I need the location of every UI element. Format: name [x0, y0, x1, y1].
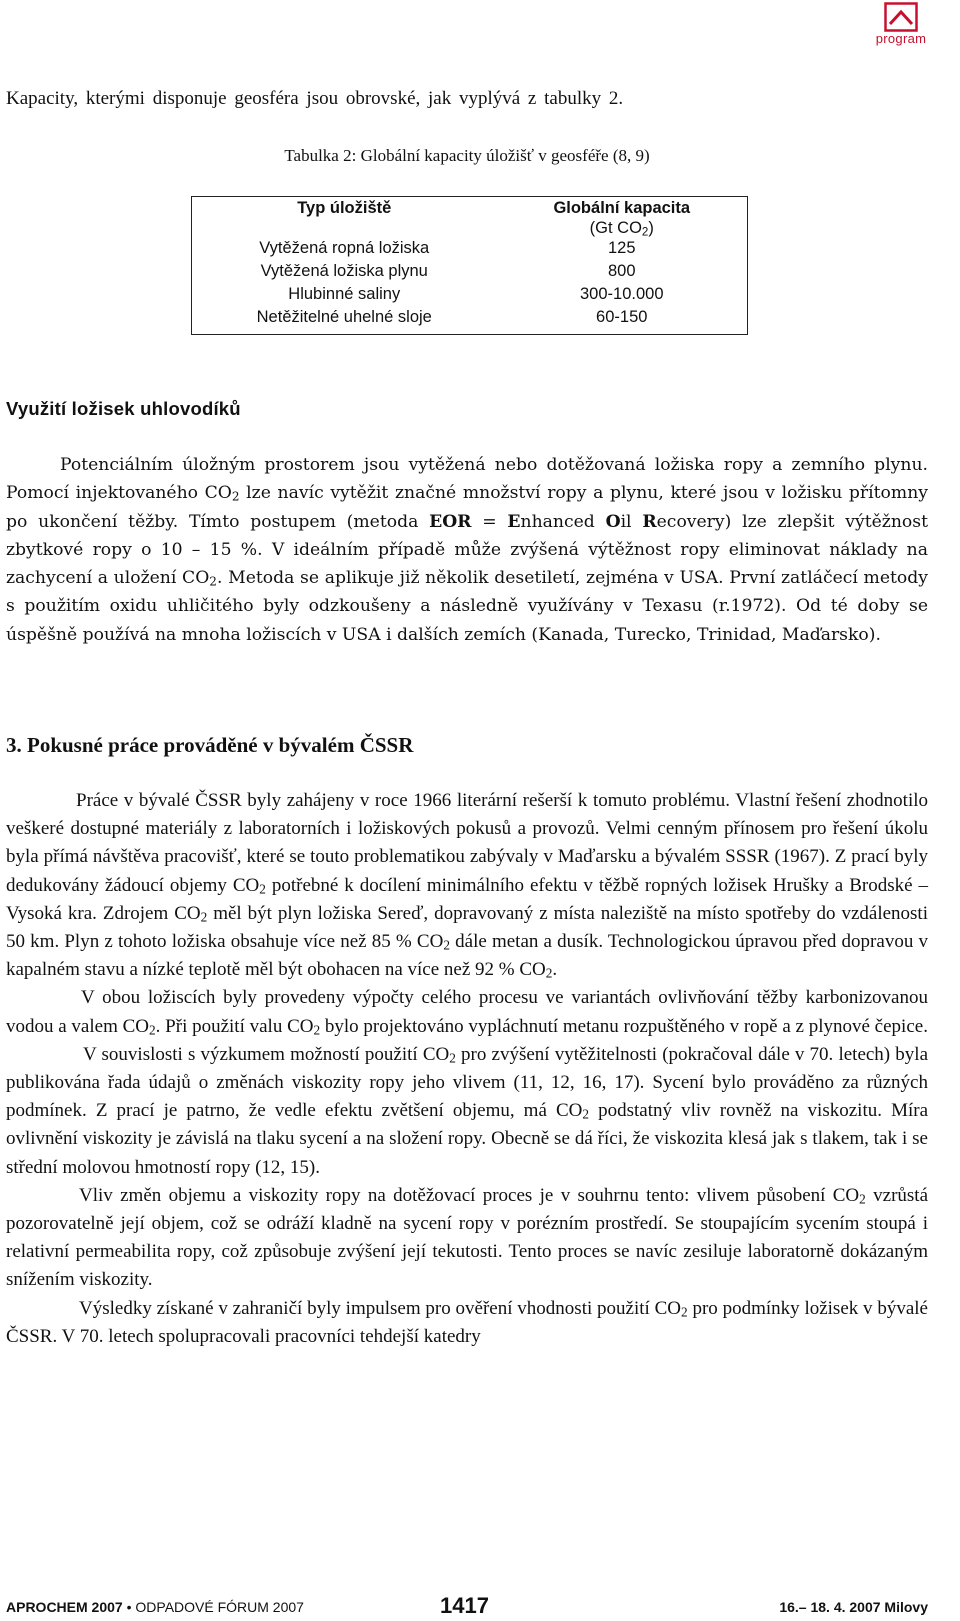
section-heading-hydrocarbons: Využití ložisek uhlovodíků — [6, 398, 241, 419]
page-footer — [6, 1593, 928, 1618]
row-type: Hlubinné saliny — [288, 285, 401, 303]
paragraph: Vliv změn objemu a viskozity ropy na dotěžovací proces je v souhrnu tento: vlivem působení $CO_2$ vzrůstá pozorovatelně její objem, což se odráží kladně na sycení ropy v porézním prostředí. Se stoupajícím sycením stoupá i relativní permeabilita ropy, což způsobuje zvýšení její tekutosti. Tento proces se navíc zesiluje laboratorně dokázaným snížením viskozity. — [6, 1184, 928, 1291]
table-row — [192, 306, 748, 335]
table-caption: Tabulka 2: Globální kapacity úložišť v geosféře (8, 9) — [284, 146, 650, 165]
footer-date: 16.– 18. 4. 2007 Milovy — [779, 1599, 928, 1615]
col-header-capacity: Globální kapacita — [553, 199, 691, 217]
page-number: 1417 — [440, 1593, 489, 1618]
capacity-table — [191, 196, 748, 335]
paragraph: V souvislosti s výzkumem možností použití $CO_2$ pro zvýšení vytěžitelnosti (pokračoval dále v 70. letech) byla publikována řada údajů o změnách viskozity ropy jeho vlivem (11, 12, 16, 17). Sycení bylo prováděno za různých podmínek. Z prací je patrno, že vedle efektu zvětšení objemu, má $CO_2$ podstatný vliv rovněž na viskozitu. Míra ovlivnění viskozity je závislá na tlaku sycení a na složení ropy. Obecně se dá říci, že viskozita klesá jak s tlakem, tak i se střední molovou hmotností ropy (12, 15). — [6, 1043, 928, 1178]
paragraph: Práce v bývalé ČSSR byly zahájeny v roce 1966 literární rešerší k tomuto problému. Vlastní řešení zhodnotilo veškeré dostupné materiály z laboratorních i ložiskových pokusů a provozů. Velmi cenným přínosem pro řešení úkolu byla přímá návštěva pracovišť, které se touto problematikou zabývaly v Maďarsku a bývalém SSSR (1967). Z prací byly dedukovány žádoucí objemy $CO_2$ potřebné k docílení minimálního efektu v těžbě ropných ložisek Hrušky a Brodské – Vysoká kra. Zdrojem $CO_2$ měl být plyn ložiska Sereď, dopravovaný z místa naleziště na místo spotřeby do vzdálenosti 50 km. Plyn z tohoto ložiska obsahuje více než 85 % $CO_2$ dále metan a dusík. Technologickou úpravou před dopravou v kapalném stavu a nízké teplotě měl být obohacen na více než 92 % $CO_2$. — [6, 790, 928, 981]
footer-conference: APROCHEM 2007 • ODPADOVÉ FÓRUM 2007 — [6, 1599, 304, 1615]
col-header-type: Typ úložiště — [297, 199, 392, 217]
table-row — [192, 283, 748, 306]
row-capacity: 300-10.000 — [580, 285, 664, 303]
row-capacity: 800 — [607, 262, 636, 280]
section2-body — [6, 787, 928, 1351]
document-page — [6, 0, 928, 1621]
row-type: Vytěžená ložiska plynu — [260, 262, 428, 280]
table-subheader-row — [192, 219, 748, 237]
table-row — [192, 260, 748, 283]
table-header-row — [192, 197, 748, 220]
col-unit: (Gt $CO_2$) — [589, 219, 654, 239]
intro-sentence: Kapacity, kterými disponuje geosféra jsou obrovské, jak vyplývá z tabulky 2. — [6, 88, 624, 109]
section-heading-cssr: 3. Pokusné práce prováděné v bývalém ČSSR — [6, 733, 414, 757]
logo-label: program — [875, 31, 927, 46]
row-type: Vytěžená ropná ložiska — [259, 239, 430, 257]
row-capacity: 60-150 — [596, 308, 648, 326]
table-row — [192, 237, 748, 260]
section1-paragraph: Potenciálním úložným prostorem jsou vytěžená nebo dotěžovaná ložiska ropy a zemního plynu. Pomocí injektovaného $CO_2$ lze navíc vytěžit značné množství ropy a plynu, které jsou v ložisku přítomny po ukončení těžby. Tímto postupem (metoda EOR = Enhanced Oil Recovery) lze zlepšit výtěžnost zbytkové ropy o 10 – 15 %. V ideálním případě může zvýšená výtěžnost ropy eliminovat náklady na zachycení a uložení $CO_2$. Metoda se aplikuje již několik desetiletí, zejména v USA. První zatláčecí metody s použitím oxidu uhličitého byly odzkoušeny a následně využívány v Texasu (r.1972). Od té doby se úspěšně používá na mnoha ložiscích v USA i dalších zemích (Kanada, Turecko, Trinidad, Maďarsko). — [6, 455, 928, 645]
paragraph: V obou ložiscích byly provedeny výpočty celého procesu ve variantách ovlivňování těžby karbonizovanou vodou a valem $CO_2$. Při použití valu $CO_2$ bylo projektováno vypláchnutí metanu rozpuštěného v ropě a z plynové čepice. — [6, 987, 928, 1038]
row-capacity: 125 — [607, 239, 636, 257]
row-type: Netěžitelné uhelné sloje — [256, 308, 432, 326]
paragraph: Výsledky získané v zahraničí byly impulsem pro ověření vhodnosti použití $CO_2$ pro podmínky ložisek v bývalé ČSSR. V 70. letech spolupracovali pracovníci tehdejší katedry — [6, 1297, 928, 1347]
